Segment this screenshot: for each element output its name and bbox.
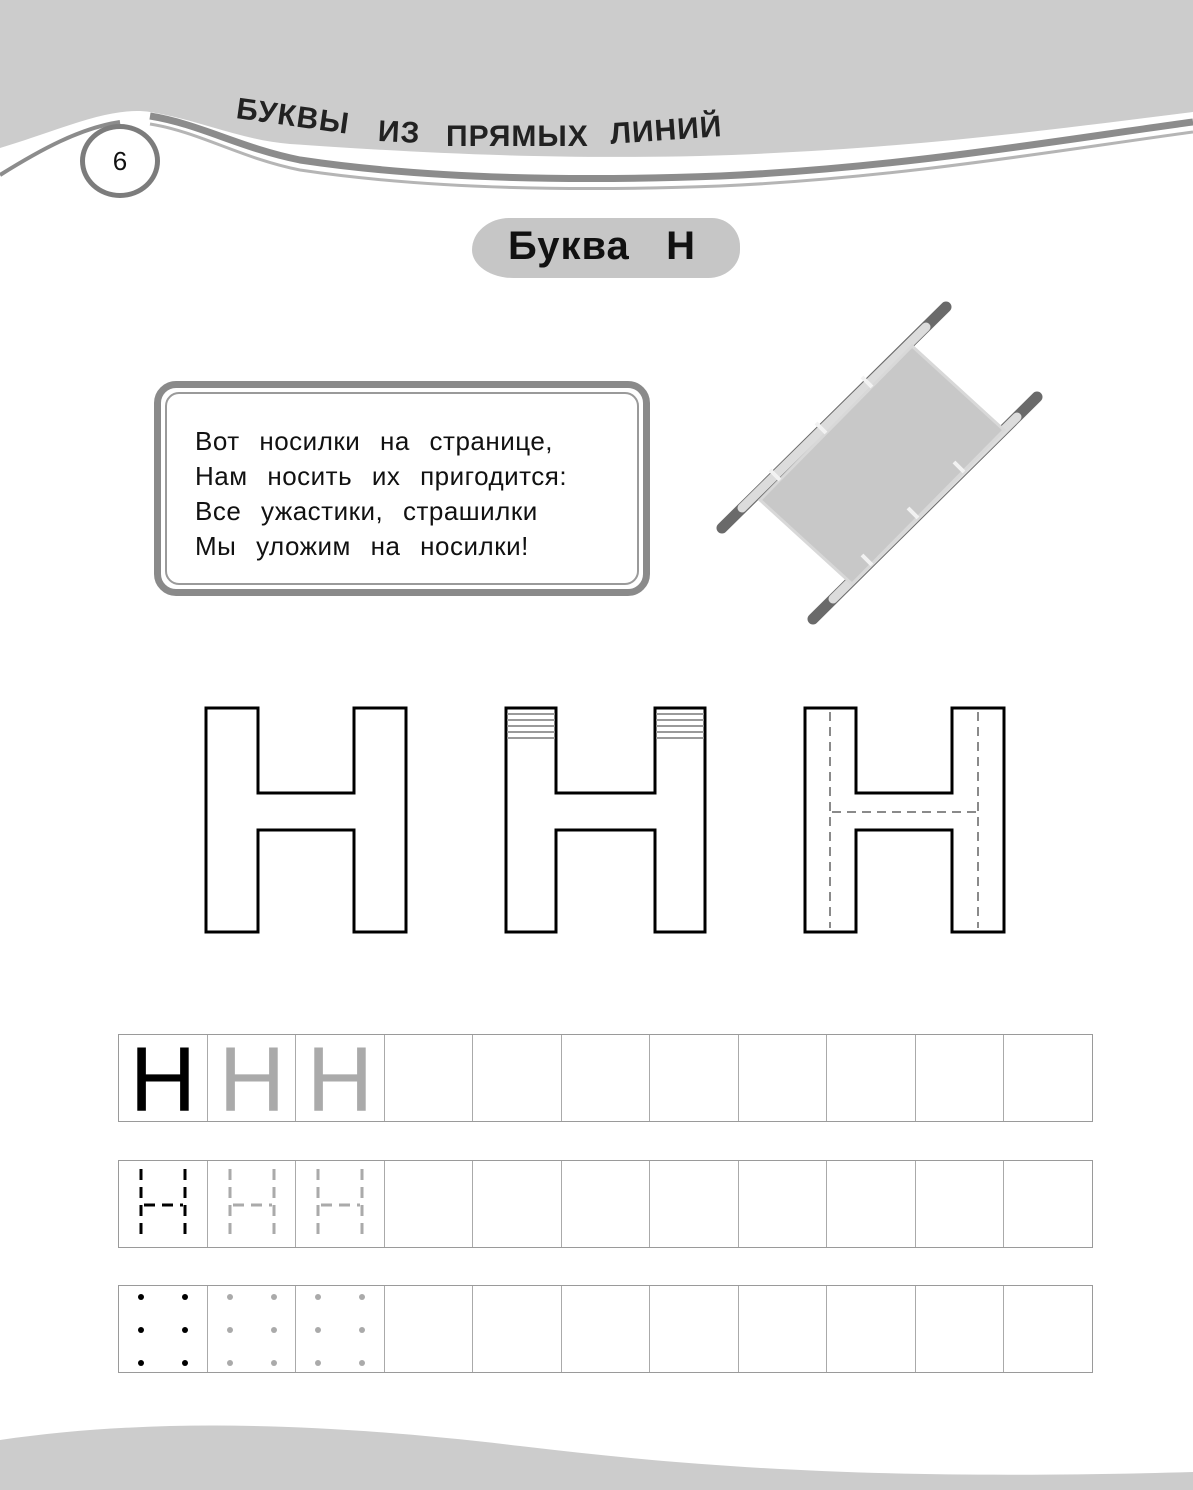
practice-row-dotted (118, 1285, 1093, 1373)
poem-line: Нам носить их пригодится: (195, 461, 568, 491)
grid-cell[interactable] (119, 1286, 208, 1372)
grid-cell[interactable] (208, 1035, 297, 1121)
grid-cell[interactable] (208, 1161, 297, 1247)
dashed-letter (119, 1161, 207, 1249)
practice-row-dashed (118, 1160, 1093, 1248)
grid-cell[interactable] (385, 1161, 474, 1247)
big-letter-striped (506, 708, 705, 932)
grid-cell[interactable] (208, 1286, 297, 1372)
grid-cell[interactable] (650, 1286, 739, 1372)
grid-cell[interactable] (916, 1035, 1005, 1121)
sample-letter: Н (218, 1035, 285, 1123)
sample-letter: Н (129, 1035, 197, 1123)
grid-cell[interactable] (562, 1161, 651, 1247)
dotted-letter (208, 1286, 296, 1374)
grid-cell[interactable] (827, 1286, 916, 1372)
dotted-letter (119, 1286, 207, 1374)
grid-cell[interactable] (119, 1035, 208, 1121)
grid-cell[interactable] (562, 1286, 651, 1372)
grid-cell[interactable] (473, 1161, 562, 1247)
poem-line: Вот носилки на странице, (195, 426, 554, 456)
grid-cell[interactable] (739, 1035, 828, 1121)
dotted-letter (296, 1286, 384, 1374)
grid-cell[interactable] (916, 1161, 1005, 1247)
grid-cell[interactable] (562, 1035, 651, 1121)
grid-cell[interactable] (296, 1286, 385, 1372)
poem-line: Все ужастики, страшилки (195, 496, 538, 526)
poem-line: Мы уложим на носилки! (195, 531, 529, 561)
grid-cell[interactable] (739, 1161, 828, 1247)
footer-wave (0, 1400, 1193, 1490)
grid-cell[interactable] (827, 1161, 916, 1247)
grid-cell[interactable] (1004, 1035, 1092, 1121)
big-letter-guided (805, 708, 1004, 932)
section-title-word: ЛИНИЙ (608, 110, 724, 151)
section-title-word: ПРЯМЫХ (446, 120, 589, 153)
page-number-text: 6 (112, 145, 128, 176)
section-title-word: ИЗ (377, 114, 422, 151)
grid-cell[interactable] (827, 1035, 916, 1121)
dashed-letter (208, 1161, 296, 1249)
grid-cell[interactable] (296, 1035, 385, 1121)
grid-cell[interactable] (1004, 1161, 1092, 1247)
big-letter-outline (206, 708, 406, 932)
sample-letter: Н (306, 1035, 374, 1123)
grid-cell[interactable] (650, 1035, 739, 1121)
letter-title: Буква Н (508, 224, 697, 268)
grid-cell[interactable] (739, 1286, 828, 1372)
grid-cell[interactable] (296, 1161, 385, 1247)
grid-cell[interactable] (473, 1286, 562, 1372)
grid-cell[interactable] (650, 1161, 739, 1247)
section-title-word: БУКВЫ (234, 92, 352, 141)
grid-cell[interactable] (1004, 1286, 1092, 1372)
grid-cell[interactable] (385, 1035, 474, 1121)
practice-row-solid (118, 1034, 1093, 1122)
grid-cell[interactable] (916, 1286, 1005, 1372)
dashed-letter (296, 1161, 384, 1249)
grid-cell[interactable] (119, 1161, 208, 1247)
grid-cell[interactable] (385, 1286, 474, 1372)
grid-cell[interactable] (473, 1035, 562, 1121)
